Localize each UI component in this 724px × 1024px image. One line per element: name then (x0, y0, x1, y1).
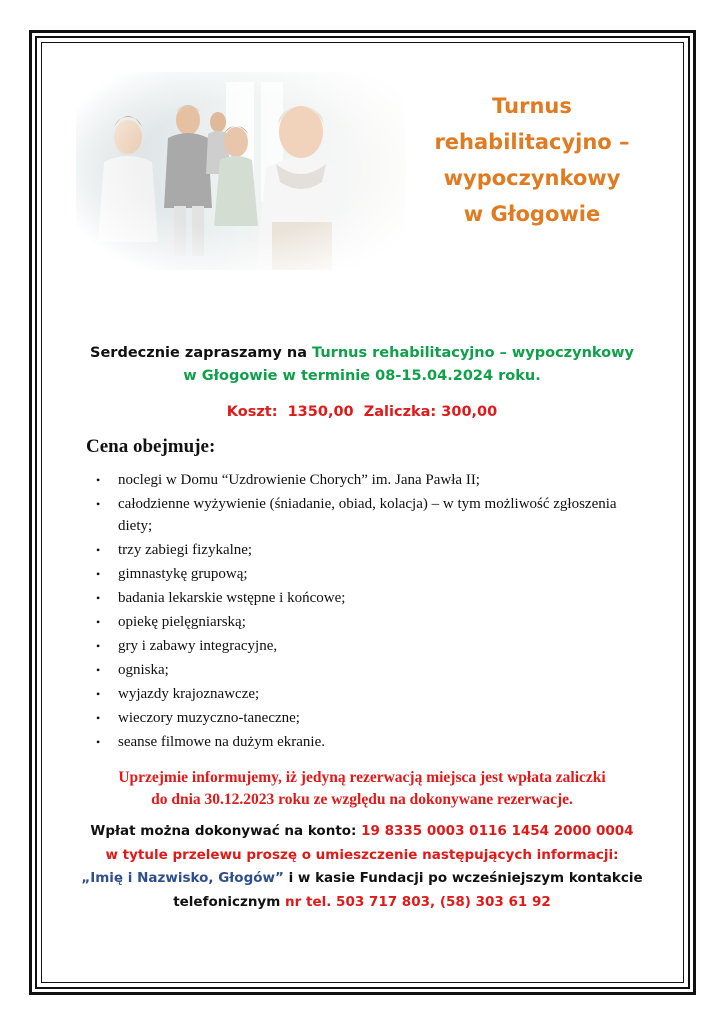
phone-numbers: nr tel. 503 717 803, (58) 303 61 92 (285, 893, 551, 910)
list-item-text: gimnastykę grupową; (118, 566, 248, 582)
bullet-icon: • (96, 711, 101, 725)
bullet-icon: • (96, 663, 101, 677)
list-item-text: opiekę pielęgniarską; (118, 614, 246, 630)
list-item (94, 469, 654, 491)
list-item-text: ogniska; (118, 662, 169, 678)
payment-line-4 (60, 891, 664, 915)
title-line-4: w Głogowie (463, 202, 601, 226)
bullet-icon: • (96, 615, 101, 629)
payment-line-1 (60, 820, 664, 844)
invitation-lead: Serdecznie zapraszamy na (90, 345, 313, 361)
list-item (94, 563, 654, 585)
list-item-text: wieczory muzyczno-taneczne; (118, 710, 300, 726)
list-item (94, 539, 654, 561)
bullet-icon: • (96, 687, 101, 701)
invitation-line-2: w Głogowie w terminie 08-15.04.2024 roku. (183, 368, 541, 384)
cashier-text: i w kasie Fundacji po wcześniejszym kontakcie (283, 870, 643, 886)
list-item (94, 635, 654, 657)
seniors-walking-photo (76, 72, 406, 270)
list-item-text: całodzienne wyżywienie (śniadanie, obiad, kolacja) – w tym możliwość zgłoszenia diety; (118, 496, 617, 534)
payment-info (60, 820, 664, 914)
title-line-3: wypoczynkowy (443, 166, 621, 190)
reservation-notice (60, 767, 664, 811)
list-item (94, 707, 654, 729)
invitation-line-1 (60, 342, 664, 365)
bullet-icon: • (96, 567, 101, 581)
bullet-icon: • (96, 543, 101, 557)
includes-heading: Cena obejmuje: (86, 436, 216, 457)
list-item (94, 587, 654, 609)
bullet-icon: • (96, 473, 101, 487)
bullet-icon: • (96, 497, 101, 511)
list-item (94, 683, 654, 705)
invitation-event-name: Turnus rehabilitacyjno – wypoczynkowy (312, 345, 634, 361)
list-item-text: gry i zabawy integracyjne, (118, 638, 278, 654)
transfer-info: w tytule przelewu proszę o umieszczenie następujących informacji: (105, 846, 619, 863)
bullet-icon: • (96, 591, 101, 605)
account-label: Wpłat można dokonywać na konto: (90, 823, 362, 839)
payment-line-3 (60, 867, 664, 891)
bullet-icon: • (96, 639, 101, 653)
includes-list (94, 469, 654, 755)
list-item-text: badania lekarskie wstępne i końcowe; (118, 590, 346, 606)
list-item (94, 493, 654, 537)
list-item-text: noclegi w Domu “Uzdrowienie Chorych” im. Jana Pawła II; (118, 472, 480, 488)
list-item-text: seanse filmowe na dużym ekranie. (118, 734, 326, 750)
title-line-2: rehabilitacyjno – (434, 130, 630, 154)
list-item-text: trzy zabiegi fizykalne; (118, 542, 253, 558)
notice-line-2: do dnia 30.12.2023 roku ze względu na dokonywane rezerwacje. (151, 791, 573, 808)
list-item (94, 611, 654, 633)
account-number: 19 8335 0003 0116 1454 2000 0004 (361, 823, 634, 839)
list-item-text: wyjazdy krajoznawcze; (118, 686, 260, 702)
list-item (94, 731, 654, 753)
notice-line-1: Uprzejmie informujemy, iż jedyną rezerwacją miejsca jest wpłata zaliczki (118, 769, 606, 786)
list-item (94, 659, 654, 681)
cost-line: Koszt: 1350,00 Zaliczka: 300,00 (226, 404, 498, 420)
page-title (420, 88, 644, 232)
phone-label: telefonicznym (173, 893, 286, 910)
bullet-icon: • (96, 735, 101, 749)
transfer-title-format: „Imię i Nazwisko, Głogów” (81, 870, 284, 886)
title-line-1: Turnus (492, 94, 572, 118)
